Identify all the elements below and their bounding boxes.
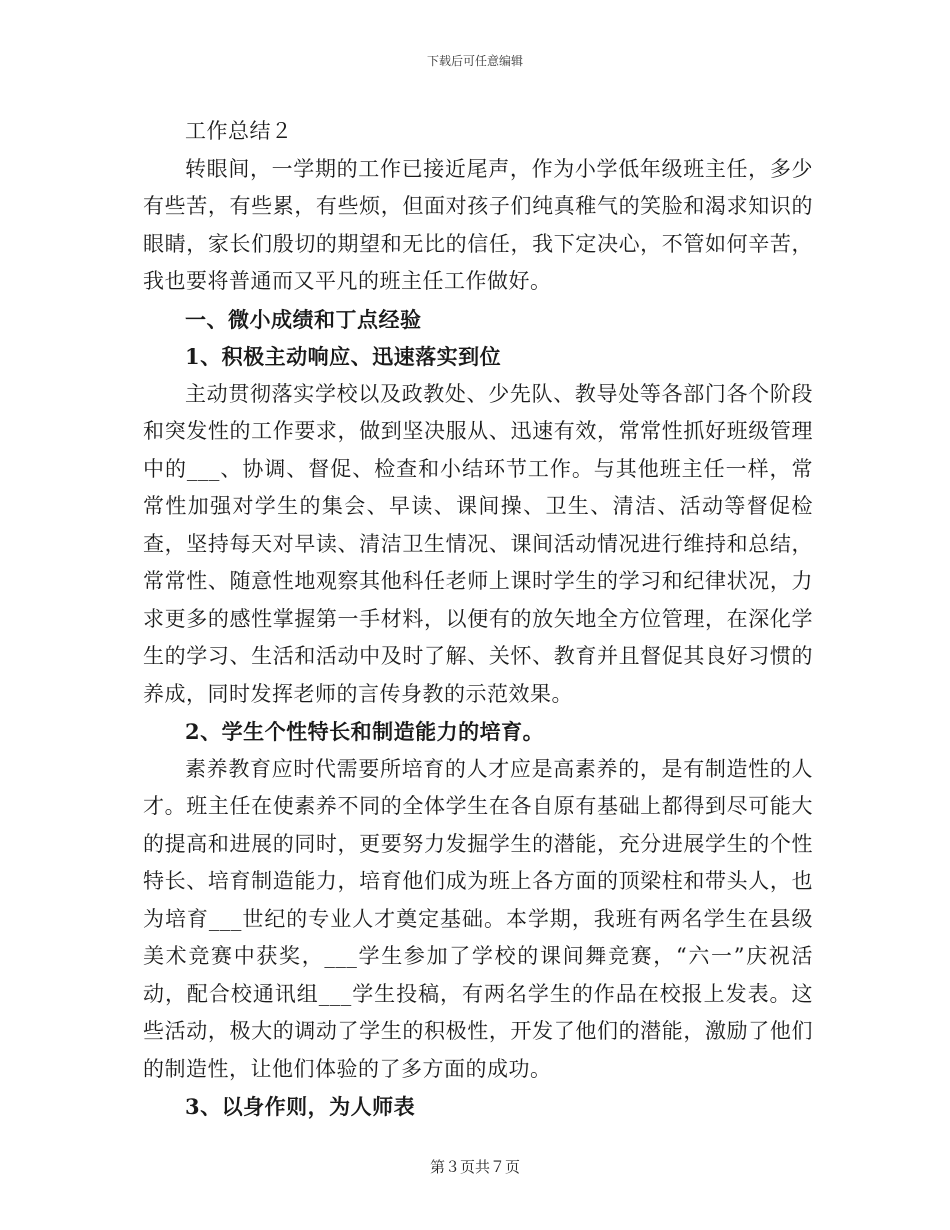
section-heading-1: 一、微小成绩和丁点经验 bbox=[185, 306, 422, 332]
document-title: 工作总结２ bbox=[185, 119, 293, 143]
page-header: 下载后可任意编辑 bbox=[426, 54, 523, 68]
page-footer: 第３页共７页 bbox=[429, 1158, 520, 1176]
subsection-heading-2: 2、学生个性特长和制造能力的培育。 bbox=[185, 719, 545, 744]
subsection-body-1: 主动贯彻落实学校以及政教处、少先队、教导处等各部门各个阶段和突发性的工作要求，做到坚决服从、迅速有效，常常性抓好班级管理中的___、协调、督促、检查和小结环节工作。与其他班主任一样，常常性加强对学生的集会、早读、课间操、卫生、清洁、活动等督促检查，坚持每天对早读、清洁卫生情况、课间活动情况进行维持和总结，常常性、随意性地观察其他科任老师上课时学生的学习和纪律状况，力求更多的感性掌握第一手材料，以便有的放矢地全方位管理，在深化学生的学习、生活和活动中及时了解、关怀、教育并且督促其良好习惯的养成，同时发挥老师的言传身教的示范效果。 bbox=[143, 381, 813, 706]
subsection-heading-3: 3、以身作则，为人师表 bbox=[185, 1094, 416, 1119]
subsection-body-2: 素养教育应时代需要所培育的人才应是高素养的，是有制造性的人才。班主任在使素养不同的全体学生在各自原有基础上都得到尽可能大的提高和进展的同时，更要努力发掘学生的潜能，充分进展学生的个性特长、培育制造能力，培育他们成为班上各方面的顶梁柱和带头人，也为培育___世纪的专业人才奠定基础。本学期，我班有两名学生在县级美术竞赛中获奖，___学生参加了学校的课间舞竞赛，“六一”庆祝活动，配合校通讯组___学生投稿，有两名学生的作品在校报上发表。这些活动，极大的调动了学生的积极性，开发了他们的潜能，激励了他们的制造性，让他们体验的了多方面的成功。 bbox=[143, 756, 813, 1081]
document-body bbox=[143, 113, 813, 1126]
subsection-heading-1: 1、积极主动响应、迅速落实到位 bbox=[185, 344, 502, 369]
intro-paragraph: 转眼间，一学期的工作已接近尾声，作为小学低年级班主任，多少有些苦，有些累，有些烦，但面对孩子们纯真稚气的笑脸和渴求知识的眼睛，家长们殷切的期望和无比的信任，我下定决心，不管如何辛苦，我也要将普通而又平凡的班主任工作做好。 bbox=[143, 156, 813, 293]
